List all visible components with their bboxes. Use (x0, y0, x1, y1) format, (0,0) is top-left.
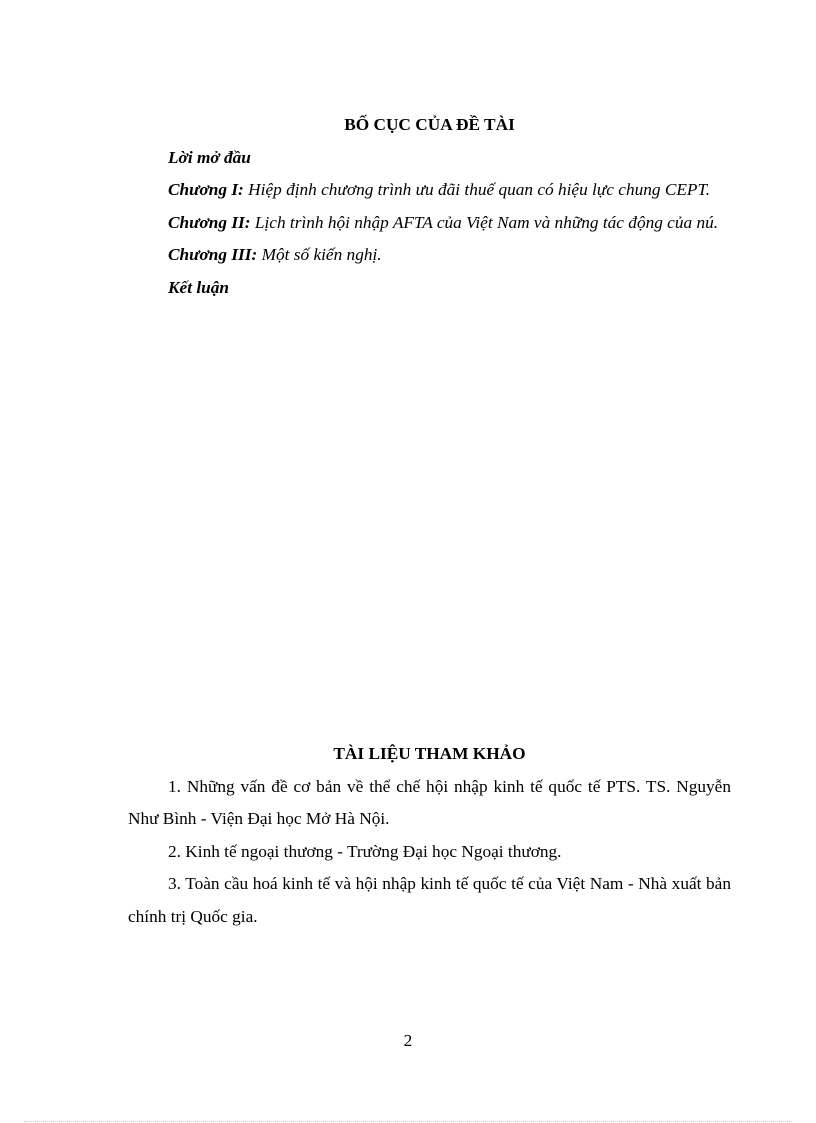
chapter-1-label: Chương I: (168, 180, 244, 199)
reference-item-2: 2. Kinh tế ngoại thương - Trường Đại học Ngoại thương. (168, 841, 562, 861)
outline-conclusion (128, 272, 731, 305)
conclusion-label: Kết luận (168, 277, 229, 297)
reference-item-1: 1. Những vấn đề cơ bản về thể chế hội nhập kinh tế quốc tế PTS. TS. Nguyễn Như Bình - Viện Đại học Mở Hà Nội. (128, 776, 731, 828)
chapter-2-text: Lịch trình hội nhập AFTA của Việt Nam và những tác động của nú. (254, 212, 719, 232)
chapter-2-label: Chương II: (168, 212, 251, 232)
outline-title: BỐ CỤC CỦA ĐỀ TÀI (344, 115, 515, 134)
chapter-1-text: Hiệp định chương trình ưu đãi thuế quan có hiệu lực chung CEPT. (248, 180, 711, 199)
intro-label: Lời mở đầu (168, 147, 251, 167)
outline-section (128, 109, 731, 304)
chapter-3-text: Một số kiến nghị. (261, 245, 382, 264)
page-number: 2 (403, 1031, 413, 1050)
chapter-2 (128, 207, 731, 240)
chapter-3 (128, 239, 731, 272)
page-bottom-rule (24, 1121, 792, 1122)
reference-item-3: 3. Toàn cầu hoá kinh tế và hội nhập kinh tế quốc tế của Việt Nam - Nhà xuất bản chính trị Quốc gia. (128, 874, 731, 926)
chapter-3-label: Chương III: (168, 245, 258, 264)
outline-intro (128, 142, 731, 175)
chapter-1 (128, 174, 731, 207)
references-title: TÀI LIỆU THAM KHẢO (333, 744, 526, 763)
references-section (128, 738, 731, 933)
